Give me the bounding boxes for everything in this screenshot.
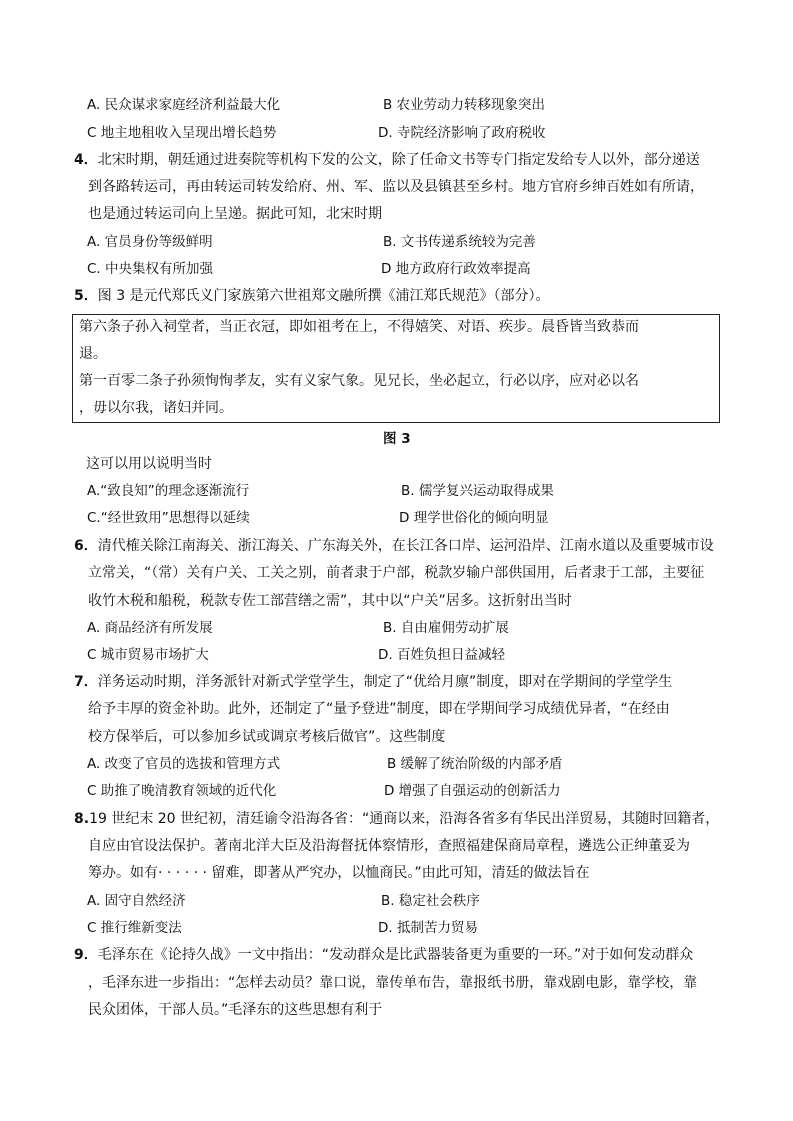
q9-text-1: 毛泽东在《论持久战》一文中指出：“发动群众是比武器装备更为重要的一环。”对于如何发动群众 — [97, 947, 694, 963]
q4-option-d[interactable]: D 地方政府行政效率提高 — [381, 261, 531, 277]
figure-3-caption: 图 3 — [383, 431, 411, 447]
q6-option-b[interactable]: B. 自由雇佣劳动扩展 — [383, 620, 509, 636]
q9-stem-line-1 — [74, 946, 693, 964]
q6-text-1: 清代榷关除江南海关、浙江海关、广东海关外，在长江各口岸、运河沿岸、江南水道以及重要城市设 — [97, 538, 714, 554]
q5-option-c[interactable]: C.“经世致用”思想得以延续 — [87, 510, 250, 526]
q3-option-d[interactable]: D. 寺院经济影响了政府税收 — [378, 125, 546, 141]
q8-stem-line-3: 筹办。如有· · · · · · 留难，即著从严究办，以恤商民。”由此可知，清廷的做法旨在 — [88, 865, 590, 881]
q8-option-a[interactable]: A. 固守自然经济 — [87, 893, 186, 909]
q6-number: 6． — [74, 538, 98, 554]
q9-stem-line-2: ，毛泽东进一步指出：“怎样去动员？靠口说，靠传单布告，靠报纸书册，靠戏剧电影，靠学校，靠 — [88, 975, 698, 991]
q7-option-b[interactable]: B 缓解了统治阶级的内部矛盾 — [387, 756, 563, 772]
q5-number: 5． — [74, 288, 98, 304]
q5-option-a[interactable]: A.“致良知”的理念逐渐流行 — [87, 483, 250, 499]
q8-stem-line-1 — [74, 810, 719, 828]
q6-stem-line-1 — [74, 537, 714, 555]
q7-stem-line-1 — [74, 673, 672, 691]
q5-option-d[interactable]: D 理学世俗化的倾向明显 — [399, 510, 549, 526]
q7-number: 7． — [74, 674, 98, 690]
q5-option-b[interactable]: B. 儒学复兴运动取得成果 — [401, 483, 554, 499]
q8-stem-line-2: 自应由官设法保护。著南北洋大臣及沿海督抚体察情形，查照福建保商局章程，遴选公正绅董妥为 — [88, 838, 690, 854]
excerpt-line-3: 第一百零二条子孙须恂恂孝友，实有义家气象。见兄长，坐必起立，行必以序，应对必以名 — [79, 373, 639, 389]
q7-text-1: 洋务运动时期，洋务派针对新式学堂学生，制定了“优给月廪”制度，即对在学期间的学堂学生 — [97, 674, 673, 690]
q4-stem-line-1 — [74, 151, 700, 169]
q7-stem-line-2: 给予丰厚的资金补助。此外，还制定了“量予登进”制度，即在学期间学习成绩优异者，“在经由 — [88, 701, 670, 717]
q4-number: 4． — [74, 152, 98, 168]
q4-option-b[interactable]: B. 文书传递系统较为完善 — [383, 234, 536, 250]
q6-option-a[interactable]: A. 商品经济有所发展 — [87, 620, 213, 636]
q7-option-a[interactable]: A. 改变了官员的选拔和管理方式 — [87, 756, 281, 772]
q8-number: 8. — [74, 811, 90, 827]
q9-number: 9． — [74, 947, 98, 963]
q6-option-d[interactable]: D. 百姓负担日益减轻 — [378, 647, 505, 663]
q7-option-d[interactable]: D 增强了自强运动的创新活力 — [384, 783, 561, 799]
figure-3-excerpt-box — [72, 314, 720, 423]
q8-option-d[interactable]: D. 抵制苦力贸易 — [378, 920, 478, 936]
q4-text-1: 北宋时期，朝廷通过进奏院等机构下发的公文，除了任命文书等专门指定发给专人以外，部分递送 — [97, 152, 700, 168]
q7-option-c[interactable]: C 助推了晚清教育领域的近代化 — [87, 783, 277, 799]
q5-text: 图 3 是元代郑氏义门家族第六世祖郑文融所撰《浦江郑氏规范》（部分）。 — [97, 288, 550, 304]
q3-option-b[interactable]: B 农业劳动力转移现象突出 — [383, 97, 546, 113]
excerpt-line-4: ，毋以尔我，诸妇并同。 — [79, 400, 233, 416]
q7-stem-line-3: 校方保举后，可以参加乡试或调京考核后做官”。这些制度 — [88, 729, 446, 745]
q8-option-b[interactable]: B. 稳定社会秩序 — [381, 893, 480, 909]
q3-option-a[interactable]: A. 民众谋求家庭经济利益最大化 — [87, 97, 281, 113]
q6-option-c[interactable]: C 城市贸易市场扩大 — [87, 647, 209, 663]
q3-option-c[interactable]: C 地主地租收入呈现出增长趋势 — [87, 125, 277, 141]
q6-stem-line-2: 立常关，“（常）关有户关、工关之别，前者隶于户部，税款岁输户部供国用，后者隶于工部，主要征 — [88, 565, 705, 581]
excerpt-line-1: 第六条子孙入祠堂者，当正衣冠，即如祖考在上，不得嬉笑、对语、疾步。晨昏皆当致恭而 — [79, 319, 639, 335]
q9-stem-line-3: 民众团体，干部人员。”毛泽东的这些思想有利于 — [88, 1002, 383, 1018]
q4-option-c[interactable]: C. 中央集权有所加强 — [87, 261, 214, 277]
q5-lead: 这可以用以说明当时 — [86, 456, 212, 472]
q4-stem-line-3: 也是通过转运司向上呈递。据此可知，北宋时期 — [88, 206, 382, 222]
q4-stem-line-2: 到各路转运司，再由转运司转发给府、州、军、监以及县镇甚至乡村。地方官府乡绅百姓如有所请， — [88, 179, 704, 195]
q4-option-a[interactable]: A. 官员身份等级鲜明 — [87, 234, 213, 250]
excerpt-line-2: 退。 — [79, 346, 107, 362]
q8-option-c[interactable]: C 推行维新变法 — [87, 920, 182, 936]
q6-stem-line-3: 收竹木税和船税，税款专佐工部营缮之需”，其中以“户关”居多。这折射出当时 — [88, 593, 572, 609]
q8-text-1: 19 世纪末 20 世纪初，清廷谕令沿海各省：“通商以来，沿海各省多有华民出洋贸易，其随时回籍者， — [89, 811, 720, 827]
q5-stem — [74, 287, 550, 305]
